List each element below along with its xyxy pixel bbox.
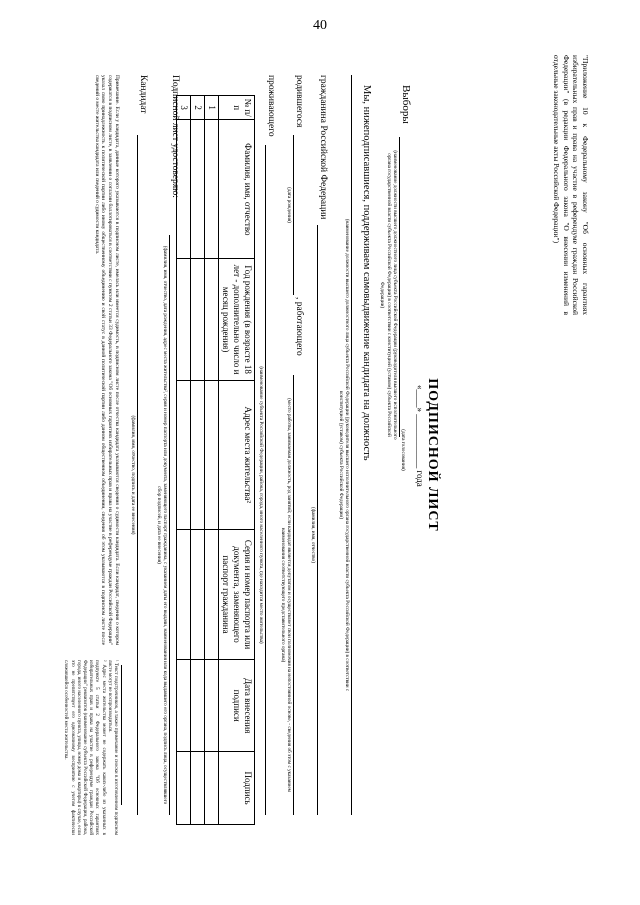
document-title: ПОДПИСНОЙ ЛИСТ	[425, 378, 440, 532]
col-fio: Фамилия, имя, отчество	[219, 120, 255, 259]
table-cell	[205, 752, 219, 825]
col-birth-year: Год рождения (в возрасте 18 лет - дополнительно число и месяц рождения)	[219, 259, 255, 380]
election-date: «____» ____________ года	[415, 385, 425, 487]
candidate-caption: (фамилия, имя, отчество, подпись и дата ее внесения)	[130, 415, 136, 535]
work-field-line	[293, 375, 294, 815]
col-sign-date: Дата внесения подписи	[219, 660, 255, 752]
address-field-line	[265, 145, 266, 815]
certified-label: Подписной лист удостоверяю:	[170, 75, 180, 198]
office-caption: (наименование должности высшего должностного лица субъекта Российской Федерации (руководителя высшего исполнительного органа государственной власти субъекта Российской Федерации) в соответствии с конституцией (уставом) субъекта Российской Федерации)	[379, 150, 398, 440]
table-cell	[205, 120, 219, 259]
footnote-1: ¹ Текст подстрочников, а также примечание и сноски в изготовленном подписном листе могут не воспроизводиться.	[106, 660, 118, 835]
table-cell	[177, 529, 191, 659]
table-cell	[205, 380, 219, 529]
election-date-caption: (дата голосования)	[400, 429, 406, 471]
certifier-field-line	[169, 235, 170, 815]
page-number: 40	[313, 18, 327, 33]
working-label: , работающего	[294, 297, 304, 356]
table-row	[191, 96, 205, 825]
elections-label: Выборы	[400, 85, 412, 124]
birth-caption: (дата рождения)	[286, 187, 292, 223]
table-cell	[177, 380, 191, 529]
footnote-2: ² Адрес места жительства может не содержать каких-либо из указанных в подпункте 5 статьи 2 Федерального закона "Об основных гарантиях избирательных прав и права на участие в референдуме граждан Российской Федерации" реквизитов (наименование субъекта Российской Федерации, района, города, иного населенного пункта, улицы, номер дома и квартиры) в случае, если это не препятствует его однозначному восприятию с учетом фактически сложившейся особенностей места жительства.	[63, 660, 106, 835]
candidate-field-line	[137, 135, 138, 815]
office-field-line	[351, 75, 352, 815]
appendix-header: "Приложение 10 к Федеральному закону "Об основных гарантиях избирательных прав и права на участие в референдуме граждан Российской Федерации" (в редакции Федерального закона "О внесении изменений в отдельные законодательные акты Российской Федерации")	[552, 55, 590, 315]
signature-sheet	[50, 55, 590, 855]
row-number: 3	[177, 96, 191, 120]
col-signature: Подпись	[219, 752, 255, 825]
col-number: № п/п	[219, 96, 255, 120]
table-cell	[177, 259, 191, 380]
support-statement: Мы, нижеподписавшиеся, поддерживаем самовыдвижение кандидата на должность	[361, 85, 372, 461]
candidate-label: Кандидат	[138, 75, 148, 114]
birth-field-line	[293, 135, 294, 295]
table-cell	[205, 529, 219, 659]
elections-field-line	[399, 137, 400, 437]
table-cell	[205, 660, 219, 752]
certifier-caption: (фамилия, имя, отчество, дата рождения, адрес места жительства², серия и номер паспорта или документа, заменяющего паспорт гражданина, с указанием даты его выдачи, наименования или кода выдавшего его органа, подпись лица, осуществлявшего сбор подписей, и дата ее внесения)	[155, 245, 168, 805]
table-cell	[191, 380, 205, 529]
row-number: 2	[191, 96, 205, 120]
work-caption: (место работы, занимаемая должность, род занятий; если кандидат является депутатом и осуществляет свои полномочия на непостоянной основе, - сведения об этом с указанием наименования соответствующего представительного органа)	[279, 398, 292, 792]
living-label: проживающего	[266, 75, 276, 137]
table-cell	[205, 259, 219, 380]
table-cell	[177, 660, 191, 752]
col-passport: Серия и номер паспорта или документа, заменяющего паспорт гражданина	[219, 529, 255, 659]
table-cell	[191, 120, 205, 259]
signatures-table	[176, 95, 255, 825]
citizen-label: гражданина Российской Федерации	[318, 75, 328, 220]
footnotes	[62, 660, 118, 835]
table-cell	[191, 529, 205, 659]
table-cell	[191, 259, 205, 380]
office-caption-2: (наименование должности высшего должностного лица субъекта Российской Федерации (руководителя высшего исполнительного органа государственной власти субъекта Российской Федерации) в соответствии с конституцией (уставом) субъекта Российской Федерации)	[337, 218, 350, 692]
table-cell	[191, 660, 205, 752]
col-address: Адрес места жительства²	[219, 380, 255, 529]
footnote-separator	[121, 665, 122, 805]
table-cell	[177, 752, 191, 825]
note-text: Примечание. Если у кандидата, данные которого указываются в подписном листе, имелась или имеется судимость, в подписном листе после отчества кандидата указываются сведения о судимости кандидата. Если кандидат, сведения о котором содержатся в подписном листе, в заявлении о согласии баллотироваться в соответствии с пунктом 2 статьи 33 Федерального закона "Об основных гарантиях избирательных прав и права на участие в референдуме граждан Российской Федерации" указал свою принадлежность к политической партии либо иному общественному объединению и свой статус в данной политической партии либо данном общественном объединении, сведения об этом указываются в подписном листе после сведений о месте жительства кандидата или сведений о судимости кандидата.	[93, 75, 120, 645]
citizen-field-line	[317, 225, 318, 815]
fio-caption: (фамилия, имя, отчество)	[310, 507, 316, 563]
row-number: 1	[205, 96, 219, 120]
table-header-row	[219, 96, 255, 825]
address-caption: (наименование субъекта Российской Федерации, района, города, иного населенного пункта, где находится место жительства)	[258, 366, 264, 644]
table-cell	[191, 752, 205, 825]
table-row	[205, 96, 219, 825]
born-label: родившегося	[294, 75, 304, 128]
